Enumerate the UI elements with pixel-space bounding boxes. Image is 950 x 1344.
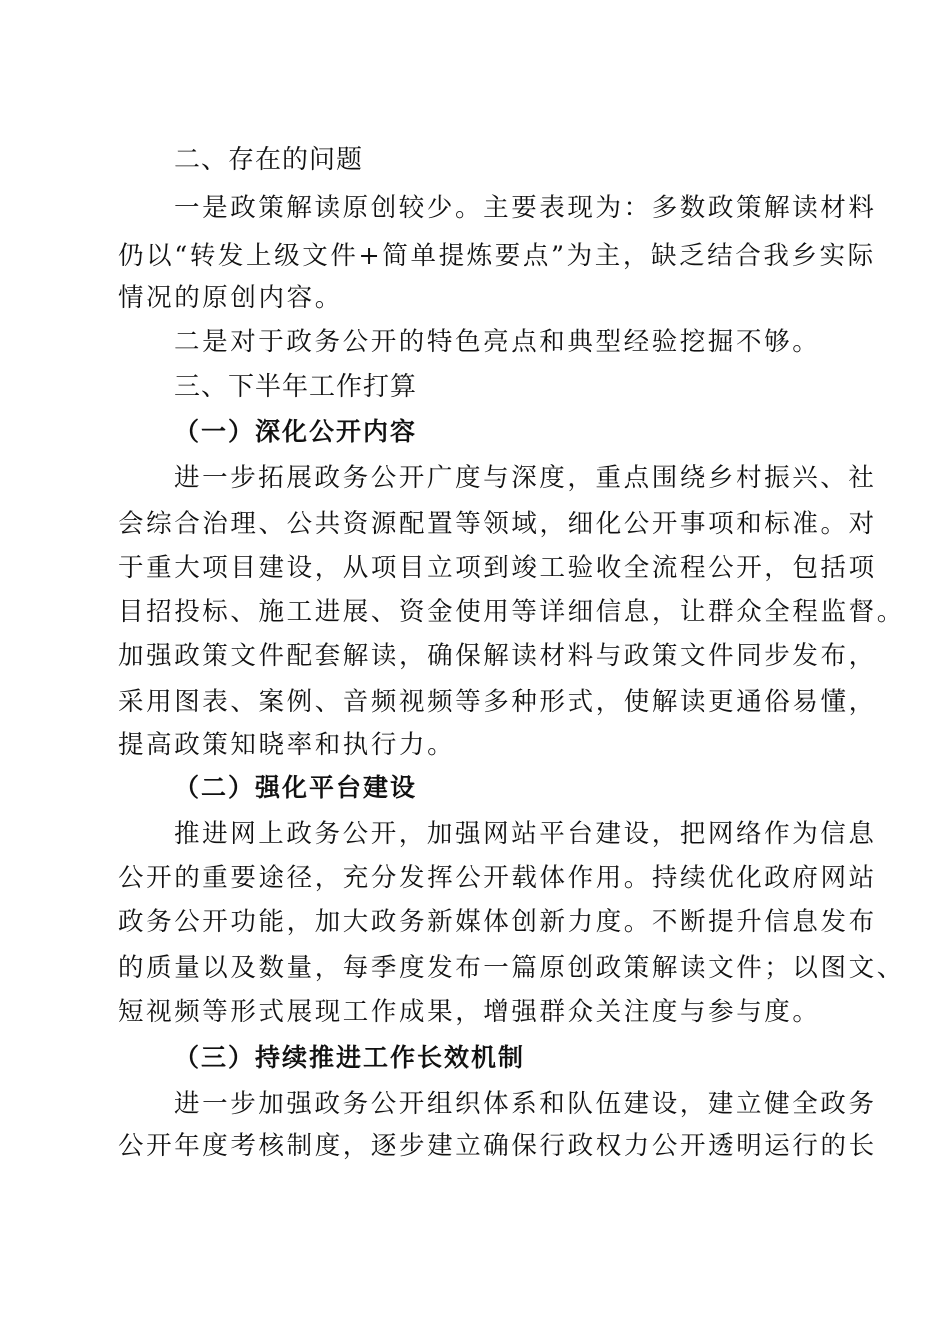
problem1-line-3: 情况的原创内容。 <box>118 283 343 313</box>
sub1-line-7: 提高政策知晓率和执行力。 <box>118 730 456 760</box>
sub3-line-1: 进一步加强政务公开组织体系和队伍建设，建立健全政务 <box>174 1089 877 1119</box>
sub1-line-2: 会综合治理、公共资源配置等领域，细化公开事项和标准。对 <box>118 509 877 539</box>
sub2-line-1: 推进网上政务公开，加强网站平台建设，把网络作为信息 <box>174 819 877 849</box>
sub2-line-4: 的质量以及数量，每季度发布一篇原创政策解读文件；以图文、 <box>118 953 905 983</box>
sub1-line-6: 采用图表、案例、音频视频等多种形式，使解读更通俗易懂， <box>118 687 877 717</box>
problem1-line-2: 仍以“转发上级文件+简单提炼要点”为主，缺乏结合我乡实际 <box>118 241 876 271</box>
subheading-2: （二）强化平台建设 <box>174 773 418 802</box>
problem1-line-1: 一是政策解读原创较少。主要表现为：多数政策解读材料 <box>174 193 877 223</box>
sub2-line-3: 政务公开功能，加大政务新媒体创新力度。不断提升信息发布 <box>118 907 877 937</box>
sub2-line-2: 公开的重要途径，充分发挥公开载体作用。持续优化政府网站 <box>118 863 877 893</box>
subheading-3: （三）持续推进工作长效机制 <box>174 1043 526 1072</box>
sub1-line-4: 目招投标、施工进展、资金使用等详细信息，让群众全程监督。 <box>118 597 905 627</box>
sub3-line-2: 公开年度考核制度，逐步建立确保行政权力公开透明运行的长 <box>118 1131 877 1161</box>
section-heading-plan: 三、下半年工作打算 <box>174 372 418 402</box>
sub1-line-5: 加强政策文件配套解读，确保解读材料与政策文件同步发布， <box>118 641 877 671</box>
sub1-line-3: 于重大项目建设，从项目立项到竣工验收全流程公开，包括项 <box>118 553 877 583</box>
problem2-line: 二是对于政务公开的特色亮点和典型经验挖掘不够。 <box>174 327 821 357</box>
sub2-line-5: 短视频等形式展现工作成果，增强群众关注度与参与度。 <box>118 997 821 1027</box>
subheading-1: （一）深化公开内容 <box>174 417 418 446</box>
sub1-line-1: 进一步拓展政务公开广度与深度，重点围绕乡村振兴、社 <box>174 463 877 493</box>
section-heading-problems: 二、存在的问题 <box>174 145 364 175</box>
